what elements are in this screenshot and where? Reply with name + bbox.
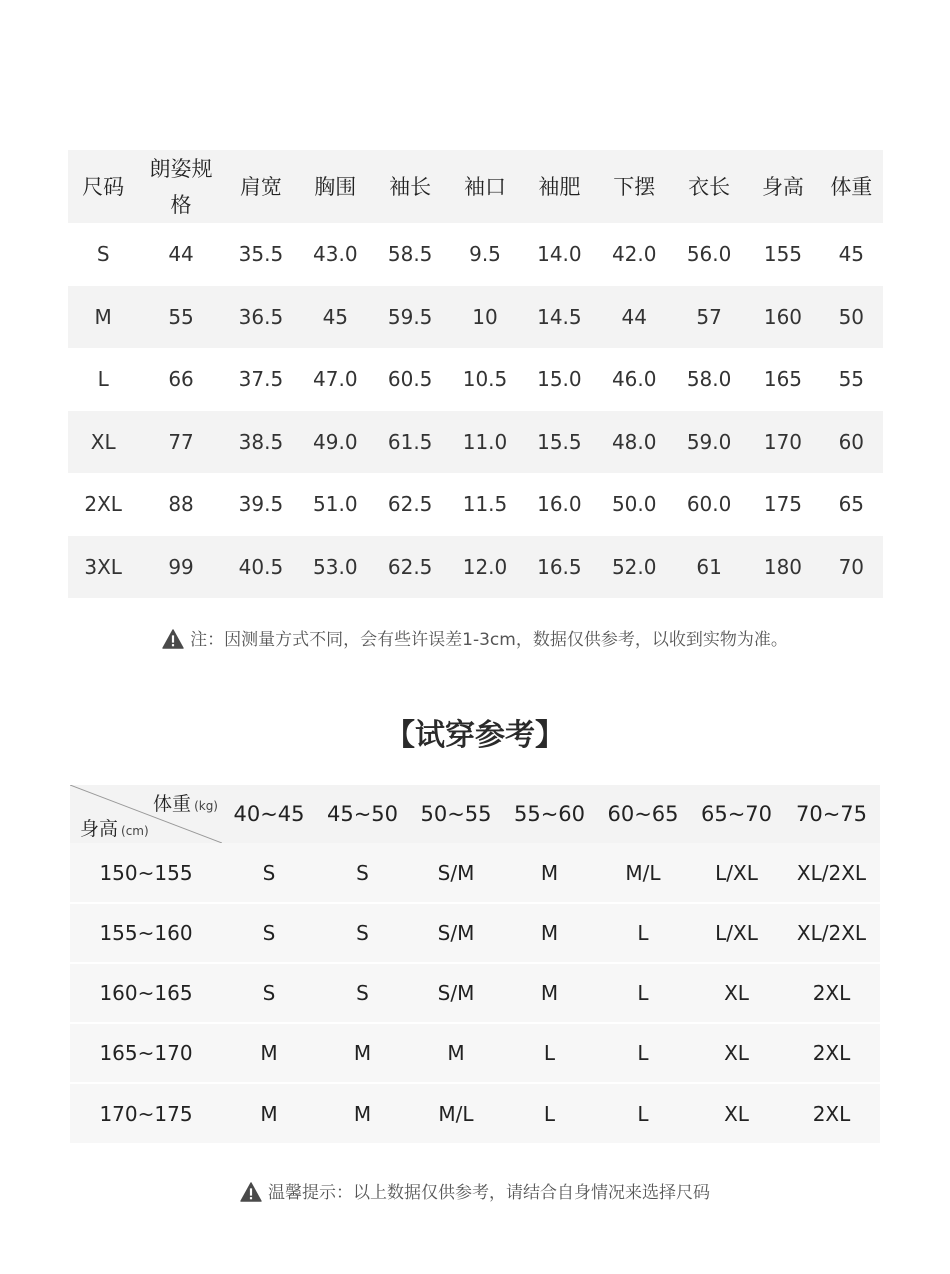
recommended-size-cell: XL/2XL: [796, 860, 867, 885]
size-value-cell: 45: [838, 242, 865, 267]
size-value-cell: 180: [763, 554, 803, 579]
size-label-cell: M: [94, 304, 112, 329]
size-value-cell: 58.5: [387, 242, 433, 267]
size-value-cell: 35.5: [238, 242, 284, 267]
size-table-header: 身高: [761, 174, 804, 199]
size-value-cell: 47.0: [313, 367, 358, 392]
size-value-cell: 61: [696, 554, 722, 579]
height-range-cell: 155~160: [70, 903, 222, 963]
size-value-cell: 44: [621, 304, 647, 329]
recommended-size-cell: XL/2XL: [783, 903, 880, 963]
size-label-cell: XL: [90, 429, 116, 454]
recommended-size-cell: S: [222, 963, 316, 1023]
height-range-cell: 150~155: [99, 860, 193, 885]
size-label-cell: 3XL: [84, 554, 122, 579]
recommended-size-cell: L: [503, 1023, 596, 1083]
size-table-row: [68, 536, 883, 599]
size-table-row: [68, 223, 883, 286]
height-axis-label: 身高 (cm): [80, 818, 149, 840]
weight-range-header: 45~50: [326, 802, 399, 826]
size-table-header: 朗姿规格: [149, 156, 213, 217]
size-value-cell: 65: [838, 492, 865, 517]
size-value-cell: 175: [763, 492, 803, 517]
fit-reference-title: 【试穿参考】: [385, 718, 565, 753]
size-value-cell: 61.5: [387, 429, 433, 454]
size-value-cell: 59.5: [387, 304, 433, 329]
size-value-cell: 51.0: [313, 492, 358, 517]
recommended-size-cell: L: [503, 1083, 596, 1143]
recommended-size-cell: L/XL: [690, 903, 783, 963]
size-table: [68, 150, 883, 598]
weight-range-header: 60~65: [607, 802, 679, 826]
recommended-size-cell: S: [262, 860, 276, 885]
weight-range-header: 55~60: [513, 802, 586, 826]
size-value-cell: 55: [168, 304, 194, 329]
recommended-size-cell: M: [409, 1023, 503, 1083]
size-label-cell: 2XL: [84, 492, 122, 517]
size-value-cell: 50: [838, 304, 865, 329]
size-value-cell: 57: [696, 304, 722, 329]
recommended-size-cell: 2XL: [783, 1083, 880, 1143]
size-value-cell: 60.5: [387, 367, 433, 392]
tip-note: [0, 1181, 950, 1205]
fit-table-corner-cell: [70, 785, 222, 843]
size-label-cell: S: [96, 242, 110, 267]
height-range-cell: 165~170: [70, 1023, 222, 1083]
fit-reference-table: [70, 785, 880, 1143]
recommended-size-cell: 2XL: [783, 963, 880, 1023]
size-value-cell: 49.0: [313, 429, 358, 454]
size-value-cell: 14.0: [537, 242, 582, 267]
size-value-cell: 170: [763, 429, 803, 454]
fit-table-row: [70, 963, 880, 1023]
size-table-row: [68, 348, 883, 411]
recommended-size-cell: S: [356, 860, 369, 885]
size-value-cell: 70: [838, 554, 865, 579]
size-value-cell: 55: [838, 367, 865, 392]
size-table-header: 袖长: [389, 174, 432, 199]
size-value-cell: 43.0: [313, 242, 358, 267]
recommended-size-cell: M: [316, 1083, 409, 1143]
weight-axis-label: 体重 (kg): [153, 793, 218, 815]
size-value-cell: 66: [168, 367, 194, 392]
recommended-size-cell: S/M: [409, 963, 503, 1023]
size-value-cell: 60: [838, 429, 865, 454]
recommended-size-cell: L/XL: [715, 860, 758, 885]
recommended-size-cell: L: [596, 903, 690, 963]
warning-icon: [240, 1182, 262, 1202]
fit-table-row: [70, 843, 880, 903]
size-value-cell: 58.0: [686, 367, 732, 392]
recommended-size-cell: L: [596, 963, 690, 1023]
size-value-cell: 48.0: [611, 429, 657, 454]
size-table-row: [68, 473, 883, 536]
recommended-size-cell: XL: [690, 963, 783, 1023]
size-label-cell: L: [97, 367, 109, 392]
fit-table-header-row: [70, 785, 880, 843]
height-range-cell: 170~175: [70, 1083, 222, 1143]
size-value-cell: 62.5: [387, 554, 433, 579]
height-range-cell: 160~165: [70, 963, 222, 1023]
size-value-cell: 11.5: [462, 492, 508, 517]
size-value-cell: 46.0: [611, 367, 657, 392]
size-table-header-row: [68, 150, 883, 223]
size-value-cell: 42.0: [611, 242, 657, 267]
size-value-cell: 50.0: [611, 492, 657, 517]
recommended-size-cell: L: [596, 1083, 690, 1143]
recommended-size-cell: S: [222, 903, 316, 963]
recommended-size-cell: M: [503, 903, 596, 963]
size-table-header: 尺码: [82, 174, 125, 199]
size-value-cell: 77: [168, 429, 194, 454]
size-table-header: 下摆: [613, 174, 656, 199]
recommended-size-cell: M/L: [625, 860, 661, 885]
recommended-size-cell: L: [596, 1023, 690, 1083]
size-value-cell: 12.0: [462, 554, 508, 579]
fit-table-row: [70, 1083, 880, 1143]
fit-table-body: [70, 843, 880, 1143]
size-value-cell: 165: [763, 367, 803, 392]
size-value-cell: 53.0: [313, 554, 358, 579]
size-value-cell: 15.5: [537, 429, 582, 454]
recommended-size-cell: S: [316, 903, 409, 963]
recommended-size-cell: XL: [690, 1023, 783, 1083]
size-value-cell: 60.0: [686, 492, 732, 517]
size-value-cell: 40.5: [238, 554, 284, 579]
recommended-size-cell: M: [222, 1023, 316, 1083]
size-value-cell: 56.0: [686, 242, 732, 267]
size-value-cell: 15.0: [537, 367, 582, 392]
size-value-cell: 88: [168, 492, 194, 517]
recommended-size-cell: S/M: [409, 903, 503, 963]
size-value-cell: 99: [168, 554, 194, 579]
size-value-cell: 39.5: [238, 492, 284, 517]
weight-range-header: 70~75: [795, 802, 868, 826]
weight-range-header: 40~45: [233, 802, 305, 826]
size-table-header: 袖口: [464, 174, 506, 199]
size-value-cell: 52.0: [611, 554, 657, 579]
size-table-row: [68, 286, 883, 349]
size-value-cell: 44: [168, 242, 194, 267]
size-table-header: 衣长: [688, 174, 731, 199]
size-value-cell: 62.5: [387, 492, 433, 517]
size-value-cell: 36.5: [238, 304, 284, 329]
size-value-cell: 59.0: [686, 429, 732, 454]
size-table-body: [68, 223, 883, 598]
size-table-header: 肩宽: [239, 174, 282, 199]
recommended-size-cell: 2XL: [783, 1023, 880, 1083]
fit-table-row: [70, 1023, 880, 1083]
size-value-cell: 38.5: [238, 429, 284, 454]
size-value-cell: 155: [763, 242, 803, 267]
recommended-size-cell: M: [540, 860, 559, 885]
recommended-size-cell: M: [316, 1023, 409, 1083]
warning-icon: [162, 629, 184, 649]
recommended-size-cell: M: [503, 963, 596, 1023]
tip-note-text: 温馨提示：以上数据仅供参考，请结合自身情况来选择尺码: [268, 1183, 710, 1203]
size-value-cell: 9.5: [469, 242, 501, 267]
recommended-size-cell: S: [316, 963, 409, 1023]
size-value-cell: 10: [472, 304, 498, 329]
weight-range-header: 65~70: [700, 802, 773, 826]
size-value-cell: 14.5: [537, 304, 582, 329]
size-table-header: 胸围: [314, 174, 357, 199]
recommended-size-cell: XL: [690, 1083, 783, 1143]
size-value-cell: 11.0: [462, 429, 508, 454]
size-table-header: 体重: [830, 174, 873, 199]
measurement-note-text: 注：因测量方式不同，会有些许误差1-3cm，数据仅供参考，以收到实物为准。: [190, 630, 788, 650]
weight-range-header: 50~55: [420, 802, 492, 826]
size-value-cell: 37.5: [238, 367, 284, 392]
recommended-size-cell: M/L: [409, 1083, 503, 1143]
size-table-header: 袖肥: [538, 174, 581, 199]
recommended-size-cell: M: [222, 1083, 316, 1143]
fit-table-row: [70, 903, 880, 963]
size-value-cell: 16.5: [537, 554, 582, 579]
size-value-cell: 160: [763, 304, 803, 329]
size-value-cell: 16.0: [537, 492, 582, 517]
measurement-note: [0, 628, 950, 652]
size-table-row: [68, 411, 883, 474]
recommended-size-cell: S/M: [437, 860, 475, 885]
size-value-cell: 45: [322, 304, 349, 329]
size-value-cell: 10.5: [462, 367, 508, 392]
